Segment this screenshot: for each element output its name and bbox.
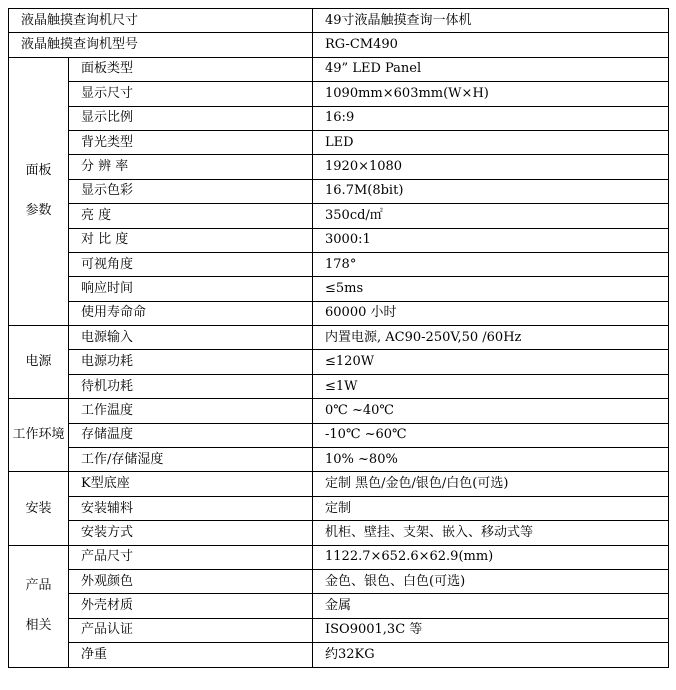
- spec-value: 49寸液晶触摸查询一体机: [313, 9, 669, 33]
- spec-label: 存储温度: [69, 423, 313, 447]
- header-row: [9, 33, 669, 57]
- spec-row: [9, 545, 669, 569]
- spec-label: 电源功耗: [69, 350, 313, 374]
- spec-row: [9, 399, 669, 423]
- spec-value: 1090mm×603mm(W×H): [313, 82, 669, 106]
- spec-row: [9, 106, 669, 130]
- group-name-gap: [9, 597, 68, 615]
- spec-row: [9, 496, 669, 520]
- spec-label: 液晶触摸查询机型号: [9, 33, 313, 57]
- group-name: 工作环境: [12, 427, 65, 443]
- spec-value: 16:9: [313, 106, 669, 130]
- spec-label: 面板类型: [69, 57, 313, 81]
- spec-value: 49” LED Panel: [313, 57, 669, 81]
- spec-row: [9, 57, 669, 81]
- spec-label: 待机功耗: [69, 374, 313, 398]
- spec-row: [9, 618, 669, 642]
- spec-row: [9, 204, 669, 228]
- spec-label: 可视角度: [69, 252, 313, 276]
- spec-row: [9, 326, 669, 350]
- spec-row: [9, 130, 669, 154]
- spec-label: 产品认证: [69, 618, 313, 642]
- spec-value: 10% ~80%: [313, 448, 669, 472]
- spec-value: 定制 黑色/金色/银色/白色(可选): [313, 472, 669, 496]
- spec-label: 工作温度: [69, 399, 313, 423]
- spec-label: 响应时间: [69, 277, 313, 301]
- spec-row: [9, 374, 669, 398]
- group-name-cell: [9, 57, 69, 325]
- spec-value: 金属: [313, 594, 669, 618]
- group-name: 产品: [25, 578, 52, 594]
- spec-value: ≤120W: [313, 350, 669, 374]
- spec-row: [9, 594, 669, 618]
- spec-value: ISO9001,3C 等: [313, 618, 669, 642]
- group-name-cell: [9, 545, 69, 667]
- spec-value: ≤1W: [313, 374, 669, 398]
- spec-row: [9, 301, 669, 325]
- spec-value: LED: [313, 130, 669, 154]
- spec-label: 安装辅料: [69, 496, 313, 520]
- spec-value: 金色、银色、白色(可选): [313, 569, 669, 593]
- spec-value: 350cd/㎡: [313, 204, 669, 228]
- spec-label: 外观颜色: [69, 569, 313, 593]
- group-name-gap: [9, 182, 68, 200]
- spec-value: 3000:1: [313, 228, 669, 252]
- spec-label: 使用寿命命: [69, 301, 313, 325]
- spec-row: [9, 277, 669, 301]
- spec-label: K型底座: [69, 472, 313, 496]
- spec-value: 约32KG: [313, 643, 669, 667]
- spec-label: 亮 度: [69, 204, 313, 228]
- spec-row: [9, 448, 669, 472]
- spec-label: 显示色彩: [69, 179, 313, 203]
- spec-row: [9, 643, 669, 667]
- group-name-cell: [9, 472, 69, 545]
- spec-label: 液晶触摸查询机尺寸: [9, 9, 313, 33]
- spec-row: [9, 155, 669, 179]
- group-name: 电源: [25, 354, 52, 370]
- spec-row: [9, 179, 669, 203]
- spec-label: 电源输入: [69, 326, 313, 350]
- spec-row: [9, 82, 669, 106]
- header-row: [9, 9, 669, 33]
- spec-value: 内置电源, AC90-250V,50 /60Hz: [313, 326, 669, 350]
- spec-label: 背光类型: [69, 130, 313, 154]
- spec-value: 178°: [313, 252, 669, 276]
- spec-row: [9, 228, 669, 252]
- spec-row: [9, 569, 669, 593]
- spec-row: [9, 472, 669, 496]
- spec-row: [9, 423, 669, 447]
- spec-label: 安装方式: [69, 521, 313, 545]
- group-name: 相关: [25, 618, 52, 634]
- spec-value: -10℃ ~60℃: [313, 423, 669, 447]
- spec-value: 1122.7×652.6×62.9(mm): [313, 545, 669, 569]
- spec-label: 外壳材质: [69, 594, 313, 618]
- spec-value: 机柜、壁挂、支架、嵌入、移动式等: [313, 521, 669, 545]
- spec-label: 显示尺寸: [69, 82, 313, 106]
- group-name-cell: [9, 326, 69, 399]
- spec-row: [9, 350, 669, 374]
- spec-table-body: [9, 9, 669, 668]
- spec-label: 对 比 度: [69, 228, 313, 252]
- spec-value: 16.7M(8bit): [313, 179, 669, 203]
- spec-label: 产品尺寸: [69, 545, 313, 569]
- spec-label: 显示比例: [69, 106, 313, 130]
- group-name: 参数: [25, 203, 52, 219]
- spec-value: ≤5ms: [313, 277, 669, 301]
- group-name: 面板: [25, 163, 52, 179]
- spec-label: 分 辨 率: [69, 155, 313, 179]
- spec-table: [8, 8, 669, 668]
- spec-label: 工作/存储湿度: [69, 448, 313, 472]
- spec-row: [9, 521, 669, 545]
- spec-value: RG-CM490: [313, 33, 669, 57]
- spec-row: [9, 252, 669, 276]
- spec-label: 净重: [69, 643, 313, 667]
- spec-value: 0℃ ~40℃: [313, 399, 669, 423]
- spec-value: 1920×1080: [313, 155, 669, 179]
- spec-value: 定制: [313, 496, 669, 520]
- spec-value: 60000 小时: [313, 301, 669, 325]
- group-name-cell: [9, 399, 69, 472]
- group-name: 安装: [25, 500, 52, 516]
